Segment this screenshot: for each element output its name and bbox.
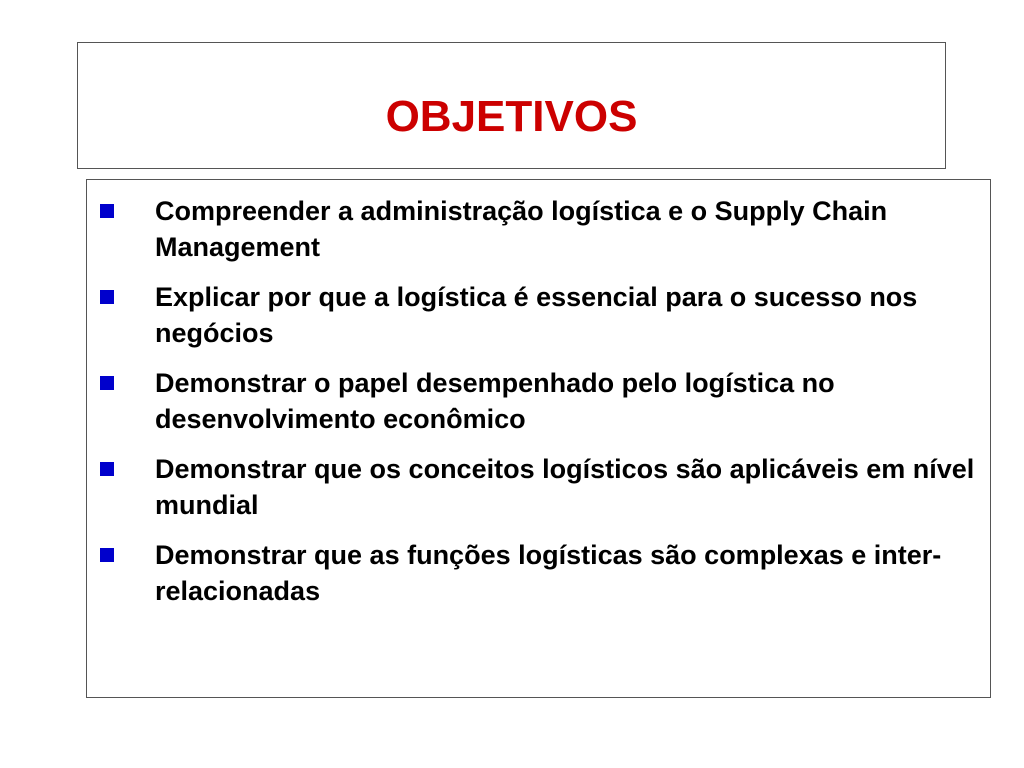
square-bullet-icon — [100, 290, 114, 304]
list-item-text: Demonstrar o papel desempenhado pelo logística no desenvolvimento econômico — [155, 368, 835, 434]
content-box — [86, 179, 991, 698]
square-bullet-icon — [100, 462, 114, 476]
slide-title: OBJETIVOS — [385, 92, 638, 141]
list-item-text: Demonstrar que os conceitos logísticos são aplicáveis em nível mundial — [155, 454, 975, 520]
square-bullet-icon — [100, 204, 114, 218]
list-item — [87, 451, 990, 523]
title-box — [77, 42, 946, 169]
list-item-text: Demonstrar que as funções logísticas são complexas e inter-relacionadas — [155, 540, 942, 606]
square-bullet-icon — [100, 548, 114, 562]
list-item — [87, 537, 990, 609]
list-item — [87, 279, 990, 351]
objectives-list — [87, 193, 990, 623]
square-bullet-icon — [100, 376, 114, 390]
list-item-text: Explicar por que a logística é essencial para o sucesso nos negócios — [155, 282, 918, 348]
list-item — [87, 193, 990, 265]
list-item — [87, 365, 990, 437]
list-item-text: Compreender a administração logística e o Supply Chain Management — [155, 196, 888, 262]
